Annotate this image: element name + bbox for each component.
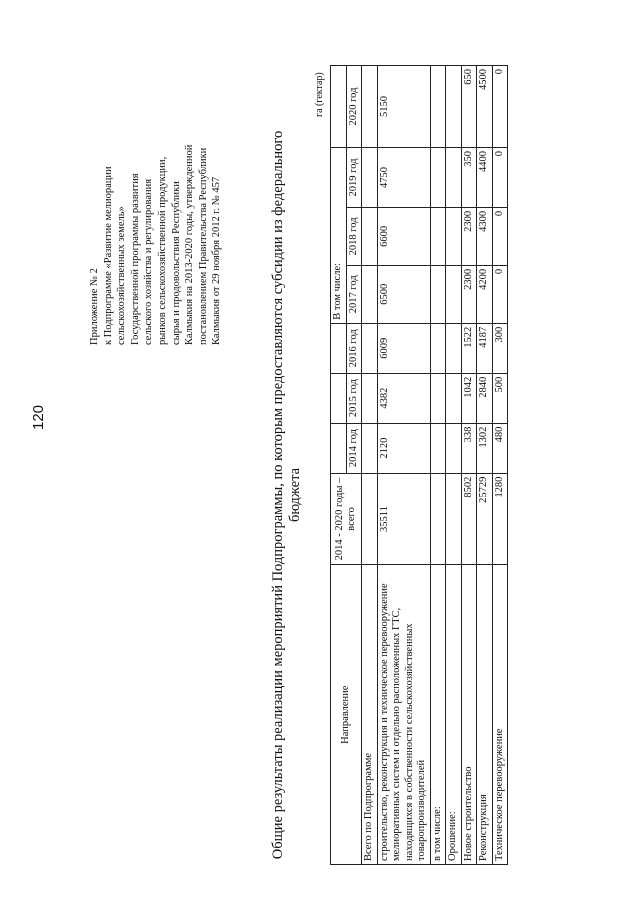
document-title: Общие результаты реализации мероприятий Подпрограммы, по которым предоставляются субсидии из федерального бюджета [270,130,303,860]
table-row [477,66,493,865]
table-row [430,66,446,865]
cell-value: 1042 [461,373,477,423]
cell-value [430,265,446,323]
cell-value: 4400 [477,147,493,207]
appendix-line: Калмыкия на 2013-2020 годы, утвержденной [184,144,196,345]
cell-value: 8502 [461,473,477,565]
cell-value: 350 [461,147,477,207]
appendix-note [88,65,224,345]
cell-value: 480 [492,423,508,473]
table-row [492,66,508,865]
cell-value [362,373,378,423]
cell-value [362,207,378,265]
table-row [362,66,378,865]
header-direction: Направление [331,565,362,865]
appendix-line: Государственной программы развития [129,173,141,345]
table-row [377,66,430,865]
page-number: 120 [30,404,47,430]
cell-value: 650 [461,66,477,148]
header-year: 2020 год [346,66,362,148]
cell-value: 1302 [477,423,493,473]
cell-value [446,423,462,473]
cell-value [430,423,446,473]
cell-value [362,66,378,148]
header-year: 2016 год [346,323,362,373]
row-label: в том числе: [430,565,446,865]
cell-value: 4200 [477,265,493,323]
cell-value: 2120 [377,423,430,473]
cell-value: 1522 [461,323,477,373]
appendix-line: к Подпрограмме «Развитие мелиорации [102,166,114,345]
cell-value [362,423,378,473]
row-label: Реконструкция [477,565,493,865]
cell-value: 338 [461,423,477,473]
cell-value [446,373,462,423]
cell-value [362,473,378,565]
header-cell [331,423,347,473]
cell-value [362,323,378,373]
cell-value [430,473,446,565]
cell-value: 0 [492,66,508,148]
header-cell [331,323,347,373]
cell-value: 25729 [477,473,493,565]
cell-value [446,473,462,565]
cell-value [446,147,462,207]
table-row [446,66,462,865]
cell-value: 2300 [461,207,477,265]
cell-value: 4382 [377,373,430,423]
cell-value: 0 [492,265,508,323]
header-year: 2015 год [346,373,362,423]
cell-value [362,265,378,323]
appendix-line: Калмыкия от 29 ноября 2012 г. № 457 [211,176,223,345]
row-label: строительство, реконструкция и техническое перевооружение мелиоративных систем и отдельно расположенных ГТС, находящихся в собственности сельскохозяйственных товаропроизводителей [377,565,430,865]
cell-value: 35511 [377,473,430,565]
header-year: 2018 год [346,207,362,265]
cell-value: 4187 [477,323,493,373]
row-label: Орошение: [446,565,462,865]
cell-value [430,66,446,148]
appendix-line: сельского хозяйства и регулирования [143,178,155,345]
cell-value: 2840 [477,373,493,423]
cell-value [446,323,462,373]
cell-value: 4750 [377,147,430,207]
appendix-line: Приложение № 2 [89,268,100,345]
cell-value [446,265,462,323]
appendix-line: рынков сельскохозяйственной продукции, [156,156,168,345]
cell-value [446,207,462,265]
cell-value [446,66,462,148]
header-year: 2014 год [346,423,362,473]
cell-value [430,147,446,207]
header-including: В том числе: [331,147,347,323]
appendix-line: сельскохозяйственных земель» [116,206,128,345]
cell-value [362,147,378,207]
row-label: Новое строительство [461,565,477,865]
appendix-line: постановлением Правительства Республики [197,147,209,345]
cell-value: 500 [492,373,508,423]
row-label: Всего по Подпрограмме [362,565,378,865]
header-cell [331,66,347,148]
cell-value: 1280 [492,473,508,565]
header-row [331,66,347,865]
header-total: 2014 - 2020 годы – всего [331,473,362,565]
units-label: га (гектар) [314,72,325,117]
cell-value: 6500 [377,265,430,323]
header-cell [331,373,347,423]
header-year: 2019 год [346,147,362,207]
cell-value [430,373,446,423]
cell-value: 0 [492,147,508,207]
cell-value: 4300 [477,207,493,265]
cell-value [430,323,446,373]
row-label: Техническое перевооружение [492,565,508,865]
appendix-line: сырья и продовольствия Республики [170,181,182,345]
cell-value: 6600 [377,207,430,265]
cell-value: 300 [492,323,508,373]
results-table [330,65,508,865]
cell-value: 6009 [377,323,430,373]
table-row [461,66,477,865]
cell-value: 0 [492,207,508,265]
cell-value: 4500 [477,66,493,148]
cell-value: 2300 [461,265,477,323]
cell-value: 5150 [377,66,430,148]
header-year: 2017 год [346,265,362,323]
cell-value [430,207,446,265]
